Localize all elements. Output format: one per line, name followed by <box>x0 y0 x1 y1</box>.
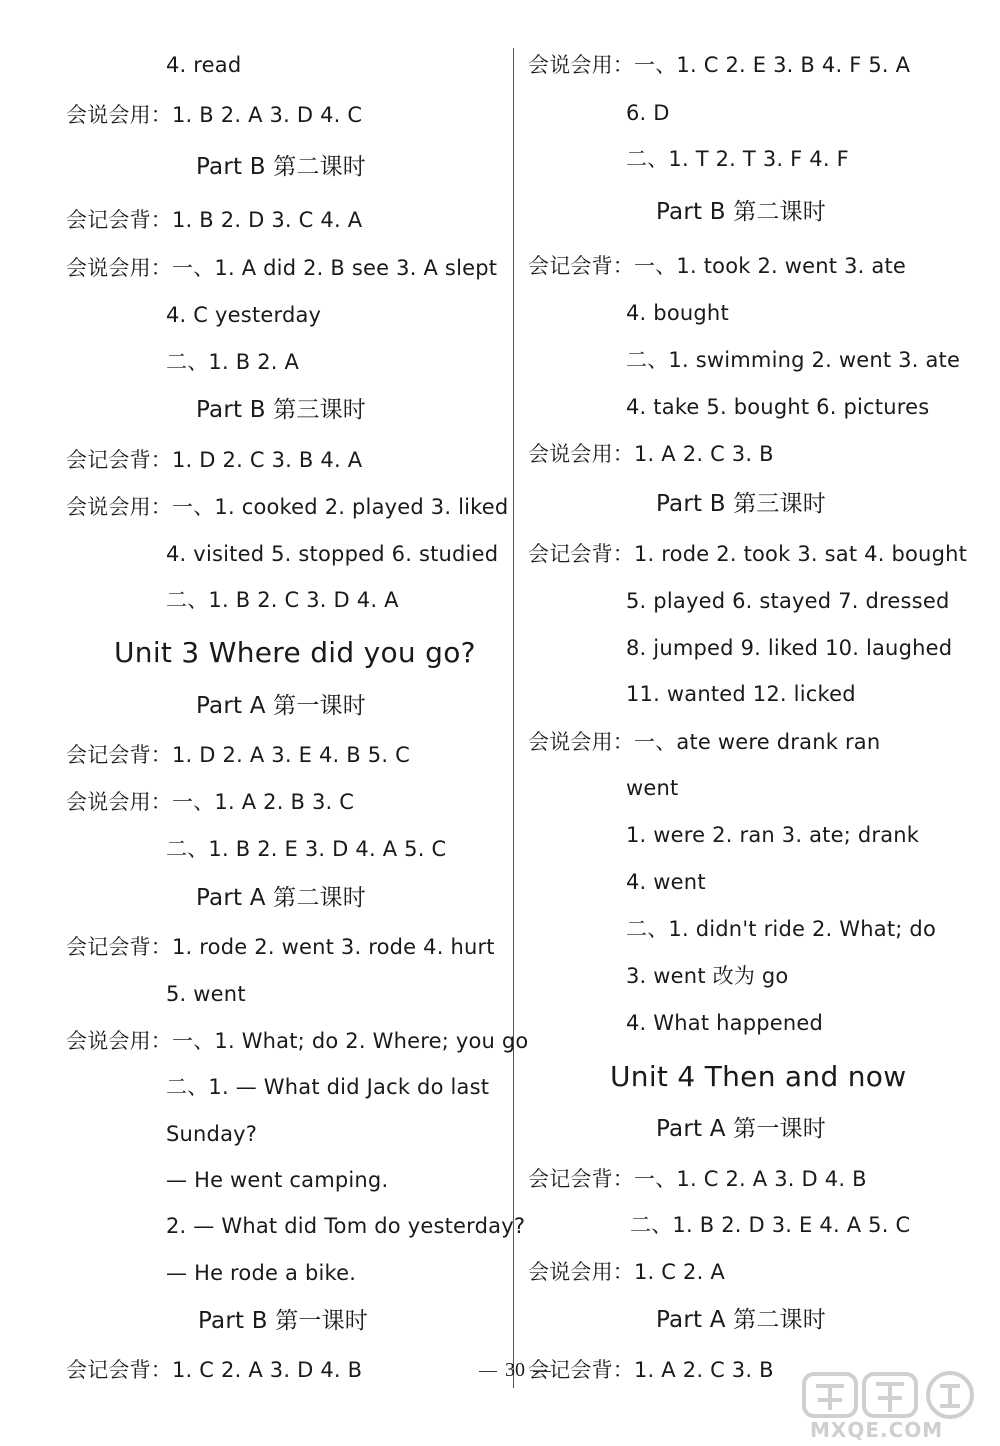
answer-line: 8. jumped 9. liked 10. laughed <box>626 636 953 660</box>
answer-line: 会说会用：一、1. A did 2. B see 3. A slept <box>66 256 498 280</box>
answer-line: 4. bought <box>626 301 729 325</box>
section-heading: Part B 第二课时 <box>656 199 827 225</box>
footer-dash-right <box>533 1371 551 1372</box>
answer-line: 会说会用：一、1. A 2. B 3. C <box>66 790 355 814</box>
answer-line: 二、1. T 2. T 3. F 4. F <box>626 147 849 171</box>
answer-line: 4. read <box>166 53 242 77</box>
section-heading: Part A 第二课时 <box>196 885 366 911</box>
section-heading: Part A 第一课时 <box>656 1116 826 1142</box>
answer-line: 会记会背：1. B 2. D 3. C 4. A <box>66 208 363 232</box>
answer-line: 会说会用：一、1. cooked 2. played 3. liked <box>66 495 509 519</box>
answer-line: — He rode a bike. <box>166 1261 357 1285</box>
section-heading: Part B 第三课时 <box>656 491 827 517</box>
watermark-text: MXQE.COM <box>810 1418 944 1442</box>
section-heading: Part A 第二课时 <box>656 1307 826 1333</box>
page-footer <box>460 1356 570 1384</box>
answer-line: 二、1. B 2. E 3. D 4. A 5. C <box>166 837 447 861</box>
answer-line: 5. played 6. stayed 7. dressed <box>626 589 950 613</box>
answer-line: 会说会用：1. A 2. C 3. B <box>528 442 774 466</box>
answer-line: 会记会背：1. D 2. C 3. B 4. A <box>66 448 363 472</box>
footer-dash-left <box>479 1371 497 1372</box>
section-heading: Part B 第一课时 <box>198 1308 369 1334</box>
answer-line: 11. wanted 12. licked <box>626 682 856 706</box>
answer-line: 二、1. didn't ride 2. What; do <box>626 917 937 941</box>
watermark-logo-icon <box>800 1370 990 1420</box>
answer-line: went <box>626 776 679 800</box>
answer-line: 会记会背：1. C 2. A 3. D 4. B <box>66 1358 363 1382</box>
answer-line: 二、1. B 2. A <box>166 350 300 374</box>
answer-line: 5. went <box>166 982 246 1006</box>
answer-line: 会说会用：1. C 2. A <box>528 1260 725 1284</box>
answer-line: 会说会用：一、ate were drank ran <box>528 730 881 754</box>
answer-line: 4. take 5. bought 6. pictures <box>626 395 930 419</box>
page-number: 30 <box>505 1359 525 1381</box>
section-heading: Part A 第一课时 <box>196 693 366 719</box>
answer-line: 会说会用：一、1. C 2. E 3. B 4. F 5. A <box>528 53 911 77</box>
answer-line: 1. were 2. ran 3. ate; drank <box>626 823 920 847</box>
answer-line: 会说会用：1. B 2. A 3. D 4. C <box>66 103 363 127</box>
answer-line: 会记会背：1. D 2. A 3. E 4. B 5. C <box>66 743 410 767</box>
answer-line: 会记会背：1. rode 2. went 3. rode 4. hurt <box>66 935 495 959</box>
answer-line: 4. C yesterday <box>166 303 322 327</box>
answer-line: 二、1. B 2. C 3. D 4. A <box>166 588 399 612</box>
answer-line: 会记会背：一、1. took 2. went 3. ate <box>528 254 907 278</box>
answer-line: 2. — What did Tom do yesterday? <box>166 1214 526 1238</box>
answer-line: 3. went 改为 go <box>626 964 789 988</box>
answer-line: 会记会背：一、1. C 2. A 3. D 4. B <box>528 1167 867 1191</box>
answer-line: 会记会背：1. rode 2. took 3. sat 4. bought <box>528 542 968 566</box>
answer-line: 会记会背：1. A 2. C 3. B <box>528 1358 774 1382</box>
answer-line: 6. D <box>626 101 670 125</box>
section-heading: Part B 第三课时 <box>196 397 367 423</box>
unit-title: Unit 3 Where did you go? <box>114 636 476 669</box>
answer-line: 二、1. — What did Jack do last <box>166 1075 490 1099</box>
answer-watermark-icon <box>800 1370 990 1440</box>
column-divider <box>513 48 514 1388</box>
answer-line: 二、1. swimming 2. went 3. ate <box>626 348 961 372</box>
section-heading: Part B 第二课时 <box>196 154 367 180</box>
answer-line: 4. went <box>626 870 706 894</box>
answer-line: 二、1. B 2. D 3. E 4. A 5. C <box>630 1213 911 1237</box>
answer-line: — He went camping. <box>166 1168 389 1192</box>
answer-line: 4. What happened <box>626 1011 824 1035</box>
answer-line: 4. visited 5. stopped 6. studied <box>166 542 499 566</box>
answer-line: 会说会用：一、1. What; do 2. Where; you go <box>66 1029 529 1053</box>
unit-title: Unit 4 Then and now <box>610 1060 907 1093</box>
answer-line: Sunday? <box>166 1122 258 1146</box>
